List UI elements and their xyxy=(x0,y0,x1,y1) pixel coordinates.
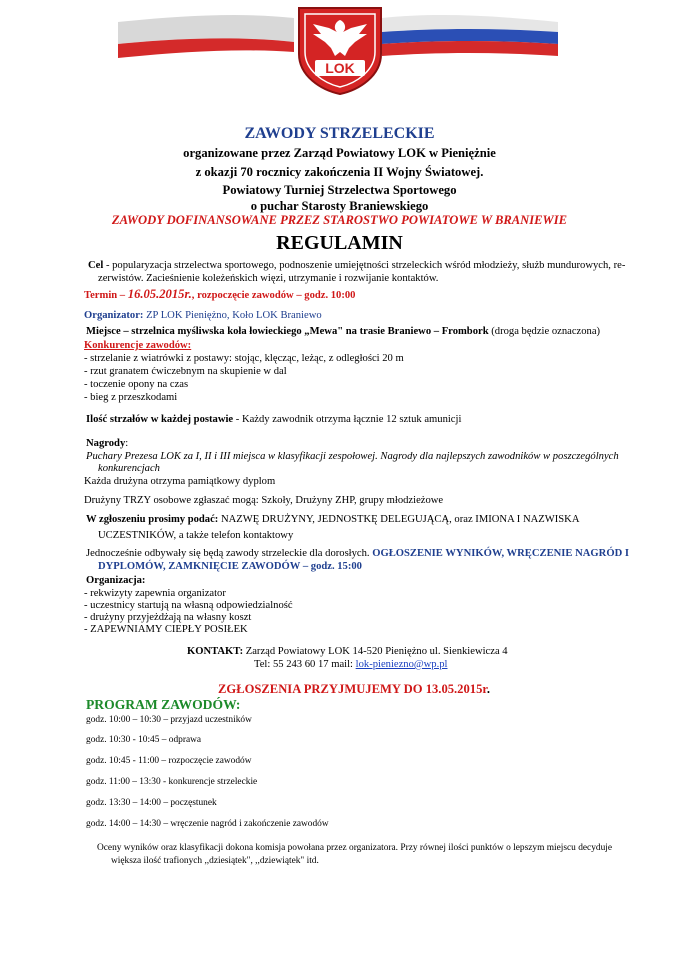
shots-value: - Każdy zawodnik otrzyma łącznie 12 sztuk amunicji xyxy=(233,414,462,425)
email-link[interactable]: lok-pieniezno@wp.pl xyxy=(355,659,448,670)
deadline-text: ZGŁOSZENIA PRZYJMUJEMY DO 13.05.2015r xyxy=(218,682,487,696)
goal-line-1 xyxy=(88,260,625,271)
competition-item: - toczenie opony na czas xyxy=(84,379,189,390)
location-note: (droga będzie oznaczona) xyxy=(488,326,601,337)
program-item: godz. 10:00 – 10:30 – przyjazd uczestników xyxy=(86,715,252,725)
start-time: , rozpoczęcie zawodów – godz. 10:00 xyxy=(191,290,356,301)
occasion-line: z okazji 70 rocznicy zakończenia II Wojny Światowej. xyxy=(195,165,484,179)
program-item: godz. 14:00 – 14:30 – wręczenie nagród i zakończenie zawodów xyxy=(86,819,329,829)
goal-label: Cel xyxy=(88,260,104,271)
application-line-2: UCZESTNIKÓW, a także telefon kontaktowy xyxy=(98,530,294,541)
date-line xyxy=(84,287,355,302)
program-item: godz. 10:45 - 11:00 – rozpoczęcie zawodów xyxy=(86,756,252,766)
program-item: godz. 10:30 - 10:45 – odprawa xyxy=(86,735,202,745)
application-text-1: NAZWĘ DRUŻYNY, JEDNOSTKĘ DELEGUJĄCĄ, oraz IMIONA I NAZWISKA xyxy=(218,514,580,525)
logo-text: LOK xyxy=(325,60,355,76)
organization-item: - rekwizyty zapewnia organizator xyxy=(84,588,226,599)
date-label: Termin – xyxy=(84,290,128,301)
program-item: godz. 11:00 – 13:30 - konkurencje strzeleckie xyxy=(86,777,258,787)
competition-item: - rzut granatem ćwiczebnym na skupienie w dal xyxy=(84,366,287,377)
organization-item: - drużyny przyjeżdżają na własny koszt xyxy=(84,612,252,623)
competition-item: - bieg z przeszkodami xyxy=(84,392,178,403)
teams-line: Drużyny TRZY osobowe zgłaszać mogą: Szkoły, Drużyny ZHP, grupy młodzieżowe xyxy=(84,495,444,506)
prizes-colon: : xyxy=(125,438,129,449)
footer-note-2: większa ilość trafionych ,,dziesiątek", ,,dziewiątek" itd. xyxy=(111,856,319,866)
prizes-heading xyxy=(86,438,128,449)
location-line xyxy=(86,326,600,337)
adult-competition-text: Jednocześnie odbywały się będą zawody strzeleckie dla dorosłych. xyxy=(86,548,370,559)
funding-line: ZAWODY DOFINANSOWANE PRZEZ STAROSTWO POWIATOWE W BRANIEWIE xyxy=(111,213,568,227)
closing-time: DYPLOMÓW, ZAMKNIĘCIE ZAWODÓW – godz. 15:00 xyxy=(98,561,362,572)
regulamin-heading: REGULAMIN xyxy=(276,232,403,254)
program-item: godz. 13:30 – 14:00 – poczęstunek xyxy=(86,798,217,808)
prizes-label: Nagrody xyxy=(86,438,126,449)
competition-item: - strzelanie z wiatrówki z postawy: stojąc, klęcząc, leżąc, z odległości 20 m xyxy=(84,353,404,364)
results-announcement: OGŁOSZENIE WYNIKÓW, WRĘCZENIE NAGRÓD I xyxy=(369,548,629,559)
lok-emblem-logo xyxy=(293,4,387,96)
tournament-line: Powiatowy Turniej Strzelectwa Sportowego xyxy=(222,183,457,197)
organization-heading: Organizacja: xyxy=(86,575,146,586)
competitions-heading: Konkurencje zawodów: xyxy=(84,340,192,351)
location-label: Miejsce – strzelnica myśliwska koła łowieckiego „Mewa" na trasie Braniewo – Frombork xyxy=(86,326,489,337)
organizer-label: Organizator: xyxy=(84,310,144,321)
event-date: 16.05.2015r. xyxy=(127,287,192,301)
organization-item: - uczestnicy startują na własną odpowiedzialność xyxy=(84,600,293,611)
contact-phone-line xyxy=(254,659,448,670)
goal-text-1: - popularyzacja strzelectwa sportowego, podnoszenie umiejętności strzeleckich wśród młodzieży, służb mundurowych, re- xyxy=(103,260,626,271)
goal-line-2: zerwistów. Zacieśnienie koleżeńskich więzi, utrzymanie i rozwijanie kontaktów. xyxy=(98,273,439,284)
page-title: ZAWODY STRZELECKIE xyxy=(244,125,435,142)
prizes-cups: Puchary Prezesa LOK za I, II i III miejsca w klasyfikacji zespołowej. Nagrody dla najlepszych zawodników w poszczególnych xyxy=(86,451,619,462)
organizer-line: organizowane przez Zarząd Powiatowy LOK w Pieniężnie xyxy=(183,146,496,160)
application-label: W zgłoszeniu prosimy podać: xyxy=(86,514,219,525)
contact-address xyxy=(187,646,508,657)
organizer-value: ZP LOK Pieniężno, Koło LOK Braniewo xyxy=(143,310,322,321)
prizes-cups-cont: konkurencjach xyxy=(98,463,160,474)
application-line-1 xyxy=(86,514,579,525)
contact-label: KONTAKT: xyxy=(187,646,244,657)
prizes-diploma: Każda drużyna otrzyma pamiątkowy dyplom xyxy=(84,476,276,487)
organizer-info xyxy=(84,310,322,321)
contact-phone: Tel: 55 243 60 17 mail: xyxy=(254,659,356,670)
shots-line xyxy=(86,414,461,425)
deadline-dot: . xyxy=(486,682,490,696)
footer-note-1: Oceny wyników oraz klasyfikacji dokona komisja powołana przez organizatora. Przy równej ilości punktów o lepszym miejscu decyduje xyxy=(97,843,613,853)
contact-address-text: Zarząd Powiatowy LOK 14-520 Pieniężno ul. Sienkiewicza 4 xyxy=(243,646,508,657)
organization-item: - ZAPEWNIAMY CIEPŁY POSIŁEK xyxy=(84,624,248,635)
deadline-line xyxy=(218,682,490,697)
shots-label: Ilość strzałów w każdej postawie xyxy=(86,414,234,425)
program-heading: PROGRAM ZAWODÓW: xyxy=(86,697,241,712)
cup-line: o puchar Starosty Braniewskiego xyxy=(250,199,429,213)
adult-competition-line xyxy=(86,548,629,559)
